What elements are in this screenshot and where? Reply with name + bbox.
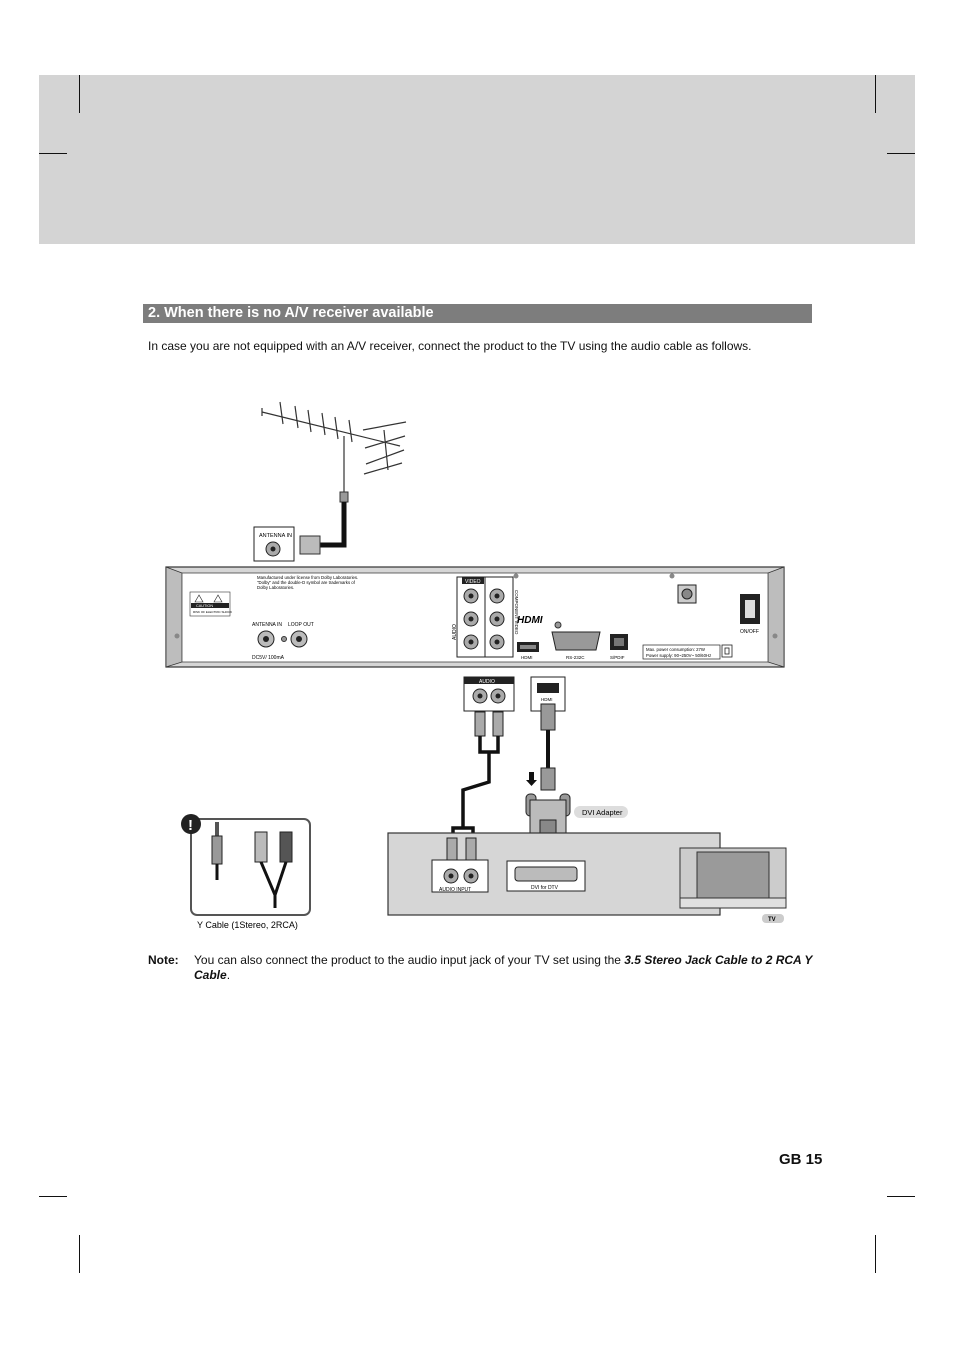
on-off-label: ON/OFF (740, 629, 759, 635)
tv-label: TV (768, 917, 776, 923)
spdif-label: S/PDIF (610, 655, 625, 660)
svg-text:AUDIO: AUDIO (479, 679, 495, 685)
dvi-adapter-label: DVI Adapter (582, 808, 623, 817)
dvi-for-dtv-label: DVI for DTV (531, 885, 558, 891)
arrow-down-icon (526, 772, 537, 786)
loop-out-label: LOOP OUT (288, 622, 314, 628)
power-info-line: Power supply: 90~250V~ 50/60Hz (646, 653, 712, 658)
antenna-in-panel-label: ANTENNA IN (252, 622, 283, 628)
svg-text:RISK OF ELECTRIC SHOCK: RISK OF ELECTRIC SHOCK (193, 610, 233, 614)
tv-icon (680, 848, 786, 908)
dolby-notice-line: Dolby Laboratories. (257, 585, 295, 590)
dolby-notice-line: "Dolby" and the double-D symbol are trademarks of (257, 580, 355, 585)
section-title: 2. When there is no A/V receiver available (143, 304, 812, 323)
note-text: You can also connect the product to the audio input jack of your TV set using the 3.5 Stereo Jack Cable to 2 RCA Y Cable. (194, 953, 813, 982)
video-label: VIDEO (465, 579, 481, 585)
antenna-in-label: ANTENNA IN (259, 533, 293, 539)
rs232c-label: RS-232C (566, 655, 585, 660)
y-cable-illustration (181, 814, 310, 915)
audio-vertical-label: AUDIO (452, 624, 458, 640)
dc-label: DC5V/ 100mA (252, 655, 284, 661)
caution-label (190, 592, 232, 616)
svg-text:CAUTION: CAUTION (196, 604, 214, 608)
hdmi-logo: HDMI (517, 615, 543, 626)
page-number: GB 15 (779, 1151, 823, 1168)
y-cable-label: Y Cable (1Stereo, 2RCA) (197, 920, 298, 930)
intro-text: In case you are not equipped with an A/V receiver, connect the product to the TV using the audio cable as follows. (148, 339, 752, 353)
note-emphasis: 3.5 Stereo Jack Cable to 2 RCA Y Cable (194, 953, 813, 982)
alert-icon: ! (188, 817, 193, 834)
hdmi-port-label: HDMI (521, 655, 533, 660)
component-label: COMPONENT VIDEO (514, 590, 519, 635)
power-info-line: Max. power consumption: 27W (646, 647, 705, 652)
dolby-notice-line: Manufactured under license from Dolby Laboratories. (257, 575, 359, 580)
note-label: Note: (148, 953, 179, 967)
svg-text:HDMI: HDMI (541, 697, 553, 702)
antenna-icon (262, 402, 406, 492)
audio-input-label: AUDIO INPUT (439, 887, 472, 893)
